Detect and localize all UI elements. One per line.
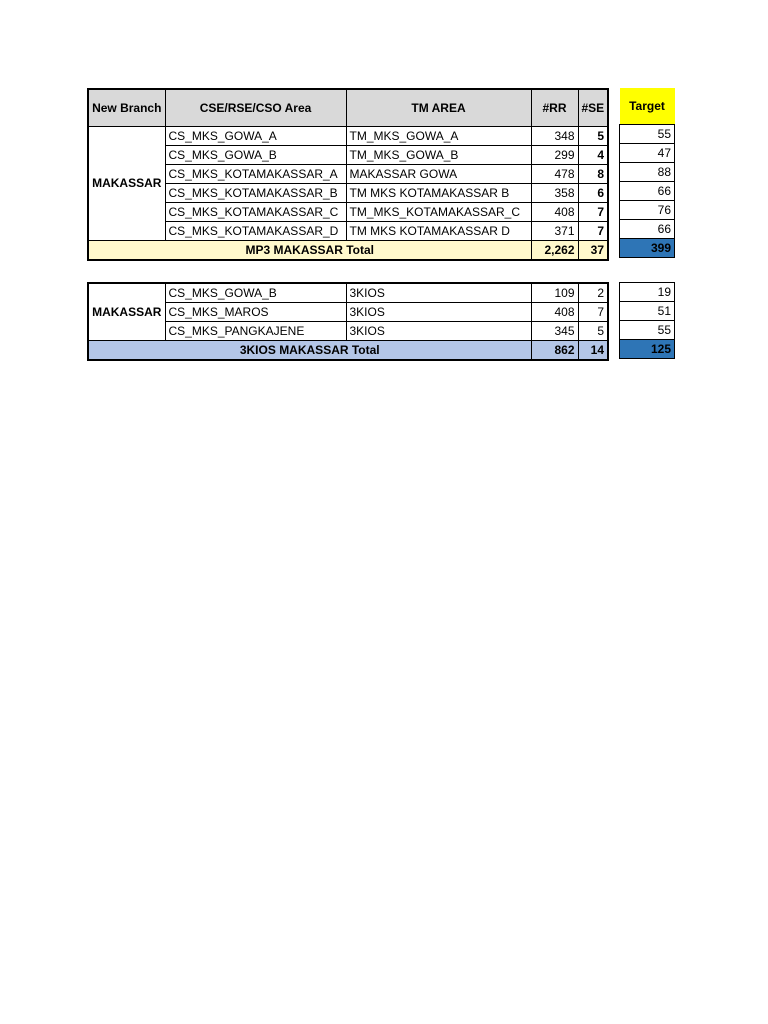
rr-cell: 358	[531, 184, 578, 203]
target-cell: 55	[620, 321, 675, 340]
total-row	[88, 341, 608, 361]
table-row	[88, 322, 608, 341]
area-cell: CS_MKS_GOWA_B	[165, 283, 346, 303]
total-rr: 862	[531, 341, 578, 361]
header-area: CSE/RSE/CSO Area	[165, 89, 346, 127]
tm-cell: MAKASSAR GOWA	[346, 165, 531, 184]
table-row	[88, 222, 608, 241]
se-cell: 7	[578, 303, 608, 322]
tm-cell: 3KIOS	[346, 322, 531, 341]
area-cell: CS_MKS_KOTAMAKASSAR_C	[165, 203, 346, 222]
table-row	[88, 165, 608, 184]
table-row	[88, 303, 608, 322]
header-target: Target	[620, 88, 675, 125]
header-new-branch: New Branch	[88, 89, 165, 127]
tm-cell: 3KIOS	[346, 303, 531, 322]
total-se: 37	[578, 241, 608, 261]
rr-cell: 408	[531, 203, 578, 222]
target-cell: 88	[620, 163, 675, 182]
table-row	[88, 283, 608, 303]
rr-cell: 478	[531, 165, 578, 184]
table-row	[88, 127, 608, 146]
header-rr: #RR	[531, 89, 578, 127]
target-cell: 19	[620, 283, 675, 302]
header-se: #SE	[578, 89, 608, 127]
target-total: 399	[620, 239, 675, 258]
se-cell: 4	[578, 146, 608, 165]
target-column-1	[619, 88, 675, 258]
area-cell: CS_MKS_GOWA_A	[165, 127, 346, 146]
total-label: 3KIOS MAKASSAR Total	[88, 341, 531, 361]
table-row	[88, 146, 608, 165]
header-tm-area: TM AREA	[346, 89, 531, 127]
total-row	[88, 241, 608, 261]
total-label: MP3 MAKASSAR Total	[88, 241, 531, 261]
total-se: 14	[578, 341, 608, 361]
area-cell: CS_MKS_PANGKAJENE	[165, 322, 346, 341]
area-cell: CS_MKS_MAROS	[165, 303, 346, 322]
rr-cell: 109	[531, 283, 578, 303]
target-cell: 55	[620, 125, 675, 144]
tm-cell: TM MKS KOTAMAKASSAR D	[346, 222, 531, 241]
tm-cell: 3KIOS	[346, 283, 531, 303]
rr-cell: 348	[531, 127, 578, 146]
target-total: 125	[620, 340, 675, 359]
area-cell: CS_MKS_KOTAMAKASSAR_B	[165, 184, 346, 203]
total-rr: 2,262	[531, 241, 578, 261]
3kios-table	[87, 282, 609, 361]
table-row	[88, 184, 608, 203]
target-cell: 47	[620, 144, 675, 163]
se-cell: 6	[578, 184, 608, 203]
target-cell: 66	[620, 182, 675, 201]
rr-cell: 371	[531, 222, 578, 241]
se-cell: 5	[578, 322, 608, 341]
rr-cell: 345	[531, 322, 578, 341]
rr-cell: 299	[531, 146, 578, 165]
se-cell: 7	[578, 222, 608, 241]
branch-cell: MAKASSAR	[88, 127, 165, 241]
target-column-2	[619, 282, 675, 359]
se-cell: 5	[578, 127, 608, 146]
target-cell: 76	[620, 201, 675, 220]
table-row	[88, 203, 608, 222]
se-cell: 7	[578, 203, 608, 222]
tm-cell: TM_MKS_KOTAMAKASSAR_C	[346, 203, 531, 222]
mp3-table	[87, 88, 609, 261]
tm-cell: TM_MKS_GOWA_B	[346, 146, 531, 165]
se-cell: 8	[578, 165, 608, 184]
header-row	[88, 89, 608, 127]
branch-cell: MAKASSAR	[88, 283, 165, 341]
area-cell: CS_MKS_GOWA_B	[165, 146, 346, 165]
se-cell: 2	[578, 283, 608, 303]
area-cell: CS_MKS_KOTAMAKASSAR_A	[165, 165, 346, 184]
target-cell: 51	[620, 302, 675, 321]
tm-cell: TM_MKS_GOWA_A	[346, 127, 531, 146]
area-cell: CS_MKS_KOTAMAKASSAR_D	[165, 222, 346, 241]
target-cell: 66	[620, 220, 675, 239]
tm-cell: TM MKS KOTAMAKASSAR B	[346, 184, 531, 203]
rr-cell: 408	[531, 303, 578, 322]
